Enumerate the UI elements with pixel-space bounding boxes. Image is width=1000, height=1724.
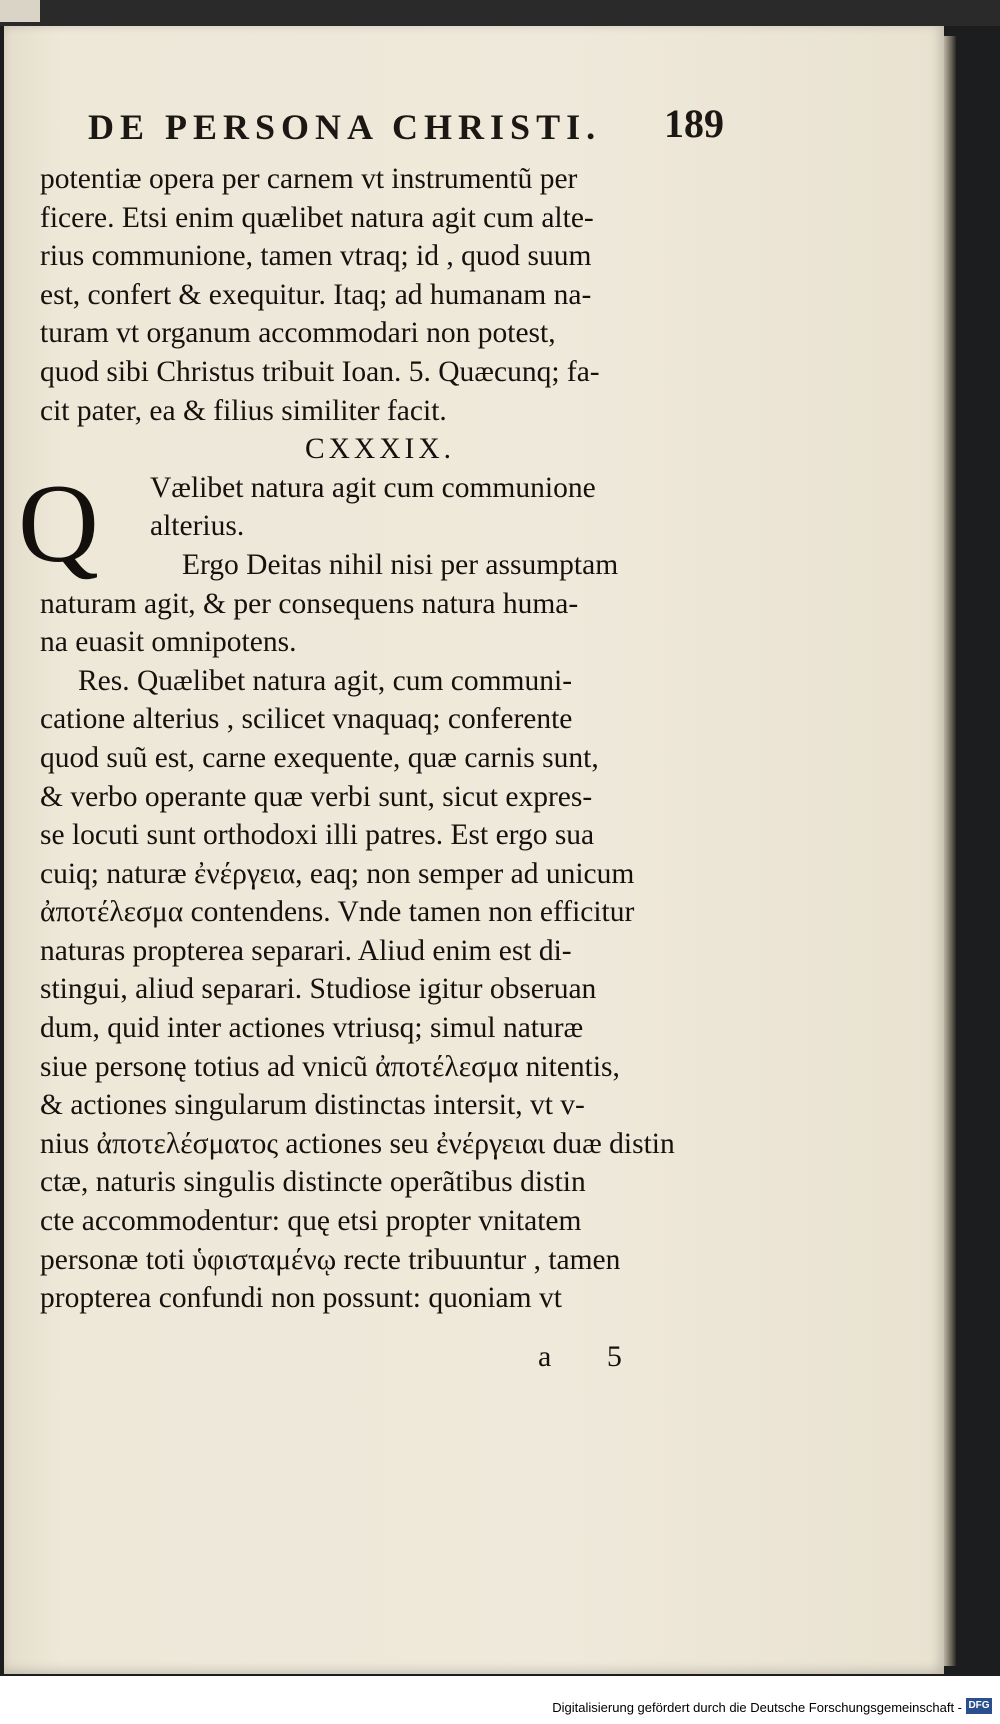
scan-top-band [0,0,1000,26]
running-head: DE PERSONA CHRISTI. [88,107,602,147]
text-line: cuiq; naturæ ἐνέργεια, eaq; non semper ad unicum [40,857,635,890]
text-line: na euasit omnipotens. [40,626,297,659]
text-line: stingui, aliud separari. Studiose igitur obseruan [40,973,597,1006]
text-line: personæ toti ὑφισταμένῳ recte tribuuntur , tamen [40,1243,621,1276]
text-line: potentiæ opera per carnem vt instrumentũ per [40,163,578,195]
text-line: quod sibi Christus tribuit Ioan. 5. Quæcunq; fa- [40,355,600,388]
drop-cap: Q [18,462,99,586]
text-line: turam vt organum accommodari non potest, [40,317,556,350]
text-line: propterea confundi non possunt: quoniam vt [40,1282,562,1315]
text-line: Ergo Deitas nihil nisi per assumptam [182,548,619,581]
text-line: dum, quid inter actiones vtriusq; simul naturæ [40,1012,584,1045]
digitization-credit: Digitalisierung gefördert durch die Deutsche Forschungsgemeinschaft - [552,1700,962,1715]
text-line: & actiones singularum distinctas intersit, vt v- [40,1089,585,1122]
text-line: & verbo operante quæ verbi sunt, sicut expres- [40,780,593,813]
text-line: nius ἀποτελέσματος actiones seu ἐνέργειαι duæ distin [40,1127,675,1160]
page-header [88,100,728,148]
text-line: naturas propterea separari. Aliud enim est di- [40,934,572,967]
page-number: 189 [664,101,724,146]
signature-mark: a 5 [538,1340,646,1373]
text-line: naturam agit, & per consequens natura huma- [40,587,579,620]
text-line: Res. Quælibet natura agit, cum communi- [78,664,573,697]
text-line: catione alterius , scilicet vnaquaq; conferente [40,703,573,736]
text-line: se locuti sunt orthodoxi illi patres. Est ergo sua [40,819,595,852]
text-line: ἀποτέλεσμα contendens. Vnde tamen non efficitur [40,896,635,929]
text-line: ficere. Etsi enim quælibet natura agit cum alte- [40,201,594,234]
text-line: Vælibet natura agit cum communione [150,471,596,504]
text-line: alterius. [150,510,245,543]
text-line: ctæ, naturis singulis distincte operãtibus distin [40,1166,586,1199]
section-number: CXXXIX. [304,433,456,466]
body-text [40,160,720,1318]
text-line: siue personę totius ad vnicũ ἀποτέλεσμα nitentis, [40,1050,620,1083]
text-line: rius communione, tamen vtraq; id , quod suum [40,240,592,273]
text-line: cit pater, ea & filius similiter facit. [40,394,447,427]
page-edge-shadow [944,36,956,1666]
text-line: cte accommodentur: quę etsi propter vnitatem [40,1205,582,1238]
text-line: est, confert & exequitur. Itaq; ad humanam na- [40,278,592,311]
text-line: quod suũ est, carne exequente, quæ carnis sunt, [40,741,599,774]
scan-corner-mark [0,0,40,22]
dfg-logo: DFG [966,1698,992,1714]
